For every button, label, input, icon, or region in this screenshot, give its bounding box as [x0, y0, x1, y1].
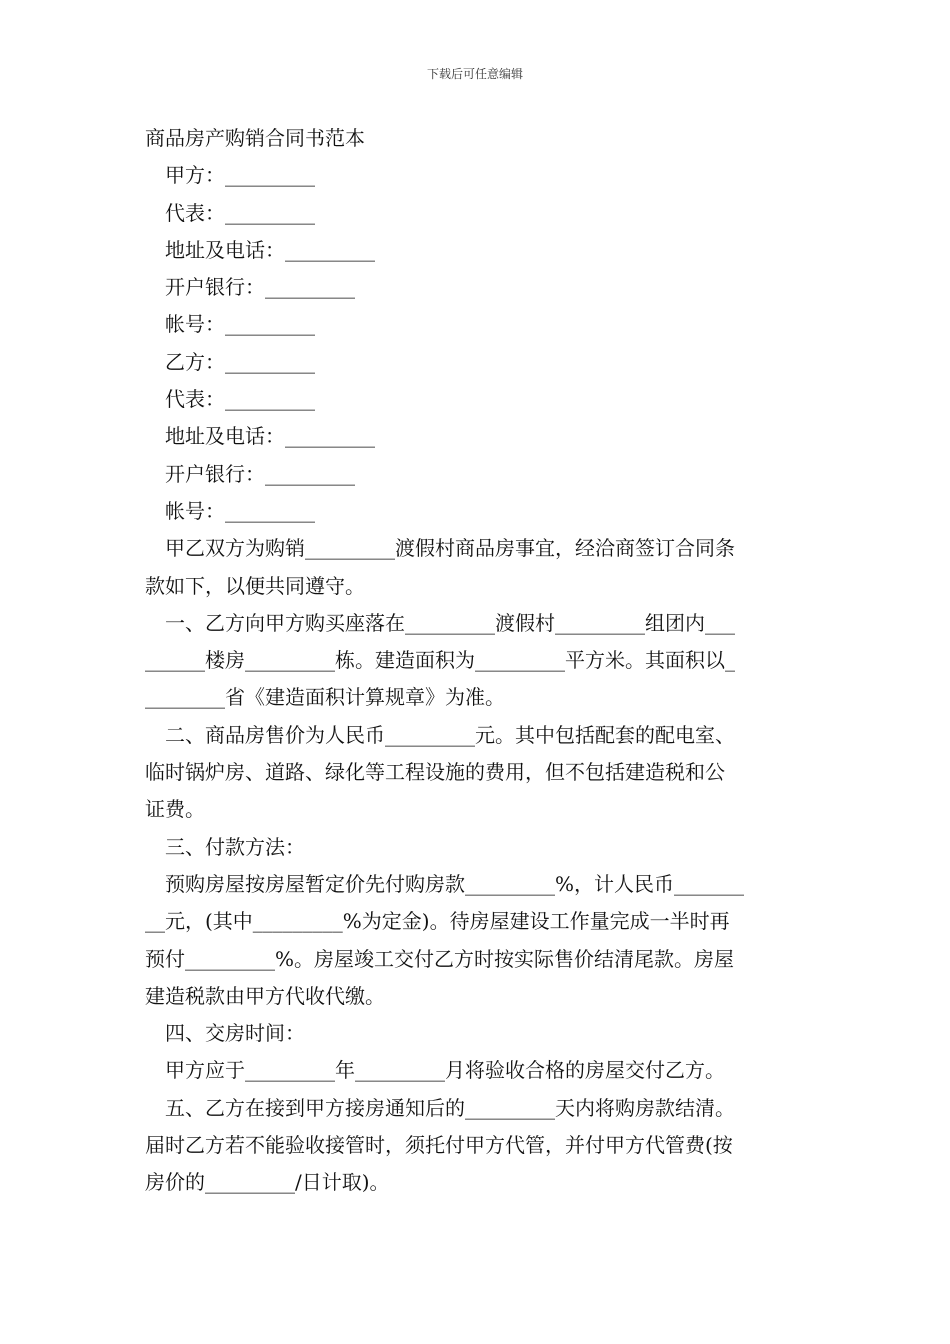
clause-3-line: __元，(其中_________%为定金)。待房屋建设工作量完成一半时再 — [145, 909, 730, 934]
clause-4-line: 甲方应于_________年_________月将验收合格的房屋交付乙方。 — [165, 1058, 725, 1083]
party-b-account: 帐号：_________ — [165, 498, 315, 523]
party-b-name: 乙方：_________ — [165, 349, 315, 374]
party-b-bank: 开户银行：_________ — [165, 461, 355, 486]
clause-3-line: 预购房屋按房屋暂定价先付购房款_________%，计人民币_______ — [165, 871, 745, 896]
party-a-account: 帐号：_________ — [165, 312, 315, 337]
clause-1-line: 一、乙方向甲方购买座落在_________渡假村_________组团内___ — [165, 610, 735, 635]
party-a-address-phone: 地址及电话：_________ — [165, 237, 375, 262]
clause-5-line: 房价的_________/日计取)。 — [145, 1170, 390, 1195]
clause-3-line: 预付_________%。房屋竣工交付乙方时按实际售价结清尾款。房屋 — [145, 946, 735, 971]
preamble-line: 甲乙双方为购销_________渡假村商品房事宜，经洽商签订合同条 — [165, 536, 735, 561]
clause-4-heading: 四、交房时间： — [165, 1021, 305, 1046]
clause-5-line: 五、乙方在接到甲方接房通知后的_________天内将购房款结清。 — [165, 1095, 735, 1120]
document-title: 商品房产购销合同书范本 — [145, 126, 365, 150]
clause-2-line: 证费。 — [145, 797, 205, 822]
clause-1-line: ________省《建造面积计算规章》为准。 — [145, 685, 505, 710]
clause-3-heading: 三、付款方法： — [165, 834, 305, 859]
party-b-address-phone: 地址及电话：_________ — [165, 424, 375, 449]
party-a-name: 甲方：_________ — [165, 163, 315, 188]
document-body — [145, 120, 810, 1202]
page-header: 下载后可任意编辑 — [426, 67, 523, 81]
clause-5-line: 届时乙方若不能验收接管时，须托付甲方代管，并付甲方代管费(按 — [145, 1133, 733, 1158]
party-a-representative: 代表：_________ — [165, 200, 315, 225]
clause-1-line: ______楼房_________栋。建造面积为_________平方米。其面积以_ — [145, 648, 735, 673]
party-b-representative: 代表：_________ — [165, 387, 315, 412]
clause-3-line: 建造税款由甲方代收代缴。 — [145, 983, 385, 1008]
clause-2-line: 二、商品房售价为人民币_________元。其中包括配套的配电室、 — [165, 722, 735, 747]
preamble-line: 款如下，以便共同遵守。 — [145, 573, 365, 598]
party-a-bank: 开户银行：_________ — [165, 275, 355, 300]
clause-2-line: 临时锅炉房、道路、绿化等工程设施的费用，但不包括建造税和公 — [145, 760, 725, 785]
